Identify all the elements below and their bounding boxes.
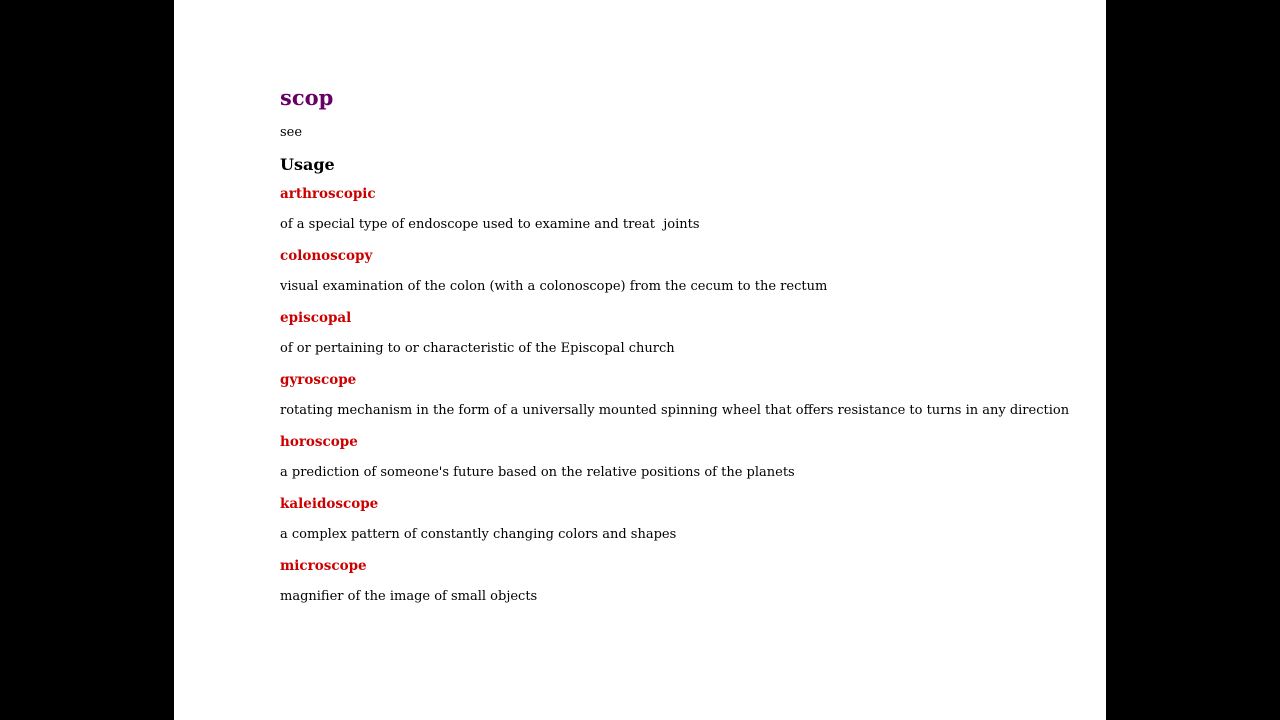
entry-definition: a prediction of someone's future based on the relative positions of the planets bbox=[280, 465, 795, 480]
list-item bbox=[280, 495, 1080, 544]
entry-word: episcopal bbox=[280, 310, 352, 326]
entry-word: gyroscope bbox=[280, 372, 357, 388]
entry-word: colonoscopy bbox=[280, 248, 373, 264]
entry-definition: of a special type of endoscope used to examine and treat joints bbox=[280, 217, 700, 232]
usage-entries-list bbox=[280, 185, 1080, 606]
entry-definition: magnifier of the image of small objects bbox=[280, 589, 538, 604]
list-item bbox=[280, 433, 1080, 482]
entry-definition: rotating mechanism in the form of a universally mounted spinning wheel that offers resistance to turns in any direction bbox=[280, 403, 1070, 418]
entry-word: arthroscopic bbox=[280, 186, 376, 202]
list-item bbox=[280, 185, 1080, 234]
list-item bbox=[280, 557, 1080, 606]
document-page bbox=[174, 0, 1106, 720]
list-item bbox=[280, 247, 1080, 296]
entry-word: kaleidoscope bbox=[280, 496, 379, 512]
list-item bbox=[280, 309, 1080, 358]
entry-word: horoscope bbox=[280, 434, 358, 450]
entry-definition: a complex pattern of constantly changing colors and shapes bbox=[280, 527, 677, 542]
list-item bbox=[280, 371, 1080, 420]
entry-definition: of or pertaining to or characteristic of the Episcopal church bbox=[280, 341, 675, 356]
root-meaning: see bbox=[280, 125, 303, 140]
usage-heading: Usage bbox=[280, 155, 335, 174]
entry-definition: visual examination of the colon (with a colonoscope) from the cecum to the rectum bbox=[280, 279, 828, 294]
root-word-title: scop bbox=[280, 85, 334, 110]
entry-word: microscope bbox=[280, 558, 367, 574]
document-content bbox=[280, 84, 1080, 606]
